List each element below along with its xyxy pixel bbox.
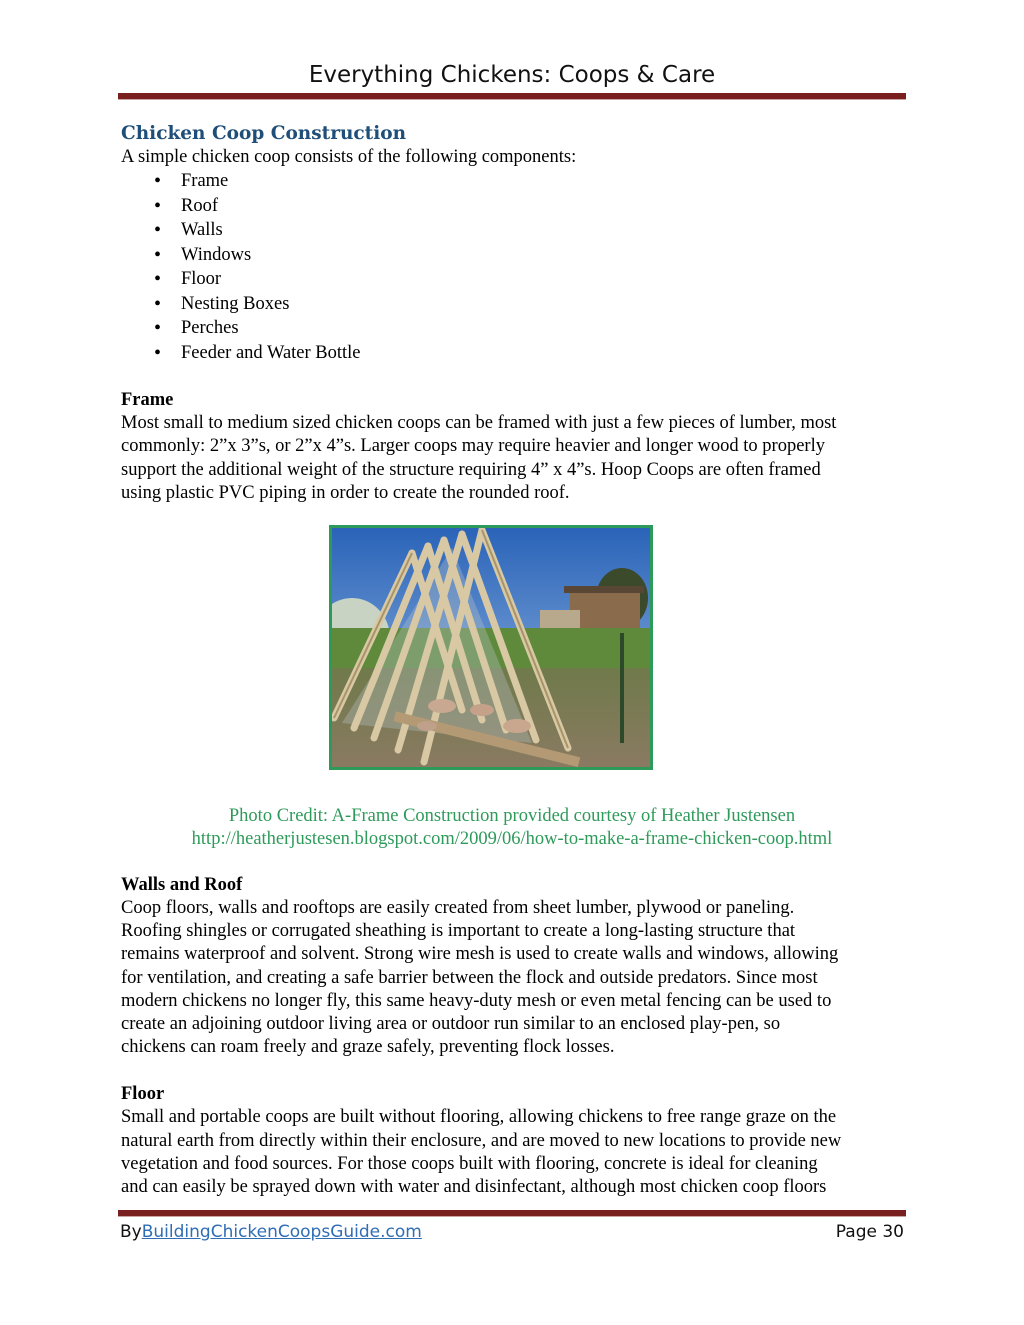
section-intro: A simple chicken coop consists of the following components:: [121, 147, 577, 167]
frame-line: commonly: 2”x 3”s, or 2”x 4”s. Larger coops may require heavier and longer wood to properly: [121, 436, 825, 457]
list-item: • Feeder and Water Bottle: [121, 341, 906, 366]
floor-line: and can easily be sprayed down with water and disinfectant, although most chicken coop floors: [121, 1177, 827, 1198]
list-item: • Roof: [121, 194, 906, 219]
frame-line: using plastic PVC piping in order to create the rounded roof.: [121, 482, 570, 503]
list-item: • Windows: [121, 243, 906, 268]
list-item: • Walls: [121, 218, 906, 243]
list-item: • Perches: [121, 316, 906, 341]
list-item: • Nesting Boxes: [121, 292, 906, 317]
walls-roof-line: modern chickens no longer fly, this same heavy-duty mesh or even metal fencing can be used to: [121, 990, 832, 1011]
walls-roof-heading: Walls and Roof: [121, 875, 243, 895]
walls-roof-line: create an adjoining outdoor living area or outdoor run similar to an enclosed play-pen, so: [121, 1014, 781, 1035]
walls-roof-line: Roofing shingles or corrugated sheathing is important to create a long-lasting structure that: [121, 921, 796, 942]
section-title: Chicken Coop Construction: [121, 123, 407, 144]
walls-roof-line: chickens can roam freely and graze safely, preventing flock losses.: [121, 1037, 615, 1058]
page-number: Page 30: [835, 1222, 904, 1242]
walls-roof-line: for ventilation, and creating a safe barrier between the flock and outside predators. Since most: [121, 967, 818, 988]
page-body: [121, 122, 906, 505]
header-rule: [118, 93, 906, 100]
floor-heading: Floor: [121, 1084, 165, 1105]
photo-credit: Photo Credit: A-Frame Construction provided courtesy of Heather Justensen: [228, 806, 796, 826]
footer-by: By: [120, 1222, 142, 1242]
walls-roof-line: Coop floors, walls and rooftops are easily created from sheet lumber, plywood or paneling.: [121, 898, 795, 918]
running-header-title: Everything Chickens: Coops & Care: [308, 62, 716, 88]
floor-line: natural earth from directly within their enclosure, and are moved to new locations to provide new: [121, 1130, 842, 1151]
a-frame-photo-illustration: [332, 528, 650, 767]
footer-site-link[interactable]: BuildingChickenCoopsGuide.com: [141, 1222, 422, 1242]
component-list: [121, 169, 906, 365]
list-item: • Floor: [121, 267, 906, 292]
walls-roof-line: remains waterproof and solvent. Strong wire mesh is used to create walls and windows, allowing: [121, 944, 839, 965]
photo-caption: [118, 805, 906, 851]
floor-line: Small and portable coops are built without flooring, allowing chickens to free range graze on the: [121, 1107, 837, 1128]
a-frame-photo: [329, 525, 653, 770]
page-body-lower: [121, 873, 906, 1199]
photo-credit-url: http://heatherjustesen.blogspot.com/2009/06/how-to-make-a-frame-chicken-coop.html: [191, 829, 833, 849]
floor-line: vegetation and food sources. For those coops built with flooring, concrete is ideal for cleaning: [121, 1153, 818, 1174]
page-footer: [120, 1220, 904, 1244]
frame-heading: Frame: [121, 390, 174, 411]
footer-rule: [118, 1210, 906, 1217]
frame-line: Most small to medium sized chicken coops can be framed with just a few pieces of lumber, most: [121, 413, 837, 434]
frame-line: support the additional weight of the structure requiring 4” x 4”s. Hoop Coops are often framed: [121, 459, 821, 480]
list-item: • Frame: [121, 169, 906, 194]
